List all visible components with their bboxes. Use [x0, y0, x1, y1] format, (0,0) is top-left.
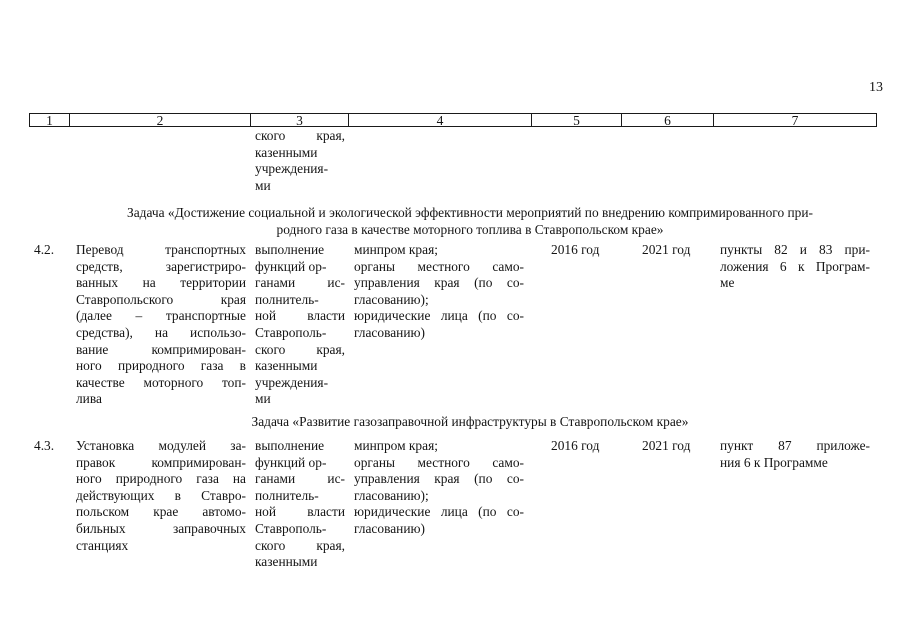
- text-line: ме: [720, 275, 735, 291]
- text-line: гласованию);: [354, 291, 429, 307]
- text-line: станциях: [76, 537, 129, 553]
- column-header-7: 7: [791, 113, 799, 128]
- row-4-2-executor-cell: [255, 242, 345, 408]
- text-line: функций ор-: [255, 258, 327, 274]
- task-heading-line: родного газа в качестве моторного топлива в Ставропольском крае»: [276, 221, 664, 237]
- text-line: функций ор-: [255, 454, 327, 470]
- text-line: Ставропольского края: [76, 291, 246, 307]
- task-heading-line: Задача «Развитие газозаправочной инфраструктуры в Ставропольском крае»: [251, 414, 689, 429]
- column-header-5: 5: [532, 114, 622, 126]
- column-header-4: 4: [349, 114, 532, 126]
- text-line: ского края,: [255, 128, 345, 143]
- text-line: ной власти: [255, 504, 345, 520]
- text-line: выполнение: [255, 438, 325, 453]
- text-line: польском крае автомо-: [76, 504, 246, 520]
- text-line: ния 6 к Программе: [720, 454, 828, 470]
- text-line: правок компримирован-: [76, 454, 246, 470]
- text-line: действующих в Ставро-: [76, 487, 246, 503]
- text-line: казенными: [255, 554, 318, 570]
- text-line: ганами ис-: [255, 471, 345, 487]
- text-line: гласованию): [354, 520, 425, 536]
- text-line: (далее – транспортные: [76, 308, 246, 324]
- text-line: гласованию): [354, 324, 425, 340]
- column-header-2: 2: [70, 114, 251, 126]
- text-line: учреждения-: [255, 374, 329, 390]
- text-line: гласованию);: [354, 487, 429, 503]
- text-line: Установка модулей за-: [76, 438, 246, 453]
- row-4-2-reference-cell: [720, 242, 870, 292]
- row-4-3-reference-cell: [720, 438, 870, 471]
- task-heading-2: [60, 414, 880, 431]
- row-4-3-start-year: 2016 год: [551, 438, 600, 453]
- text-line: казенными: [255, 358, 318, 374]
- text-line: бильных заправочных: [76, 520, 246, 536]
- row-number-4-2: 4.2.: [34, 242, 55, 257]
- task-heading-line: Задача «Достижение социальной и экологической эффективности мероприятий по внедрению компримированного при-: [127, 205, 813, 220]
- column-header-3: 3: [251, 114, 349, 126]
- text-line: управления края (по со-: [354, 471, 524, 487]
- row-4-2-start-year: 2016 год: [551, 242, 600, 257]
- text-line: ного природного газа в: [76, 358, 246, 374]
- text-line: вание компримирован-: [76, 341, 246, 357]
- text-line: ной власти: [255, 308, 345, 324]
- text-line: Перевод транспортных: [76, 242, 246, 257]
- row-4-2-end-year: 2021 год: [642, 242, 691, 257]
- row-4-2-measure-cell: [76, 242, 246, 408]
- text-line: средств, зарегистриро-: [76, 258, 246, 274]
- text-line: выполнение: [255, 242, 325, 257]
- column-header-1: 1: [30, 114, 70, 126]
- carry-over-executor-cell: [255, 128, 345, 194]
- text-line: ного природного газа на: [76, 471, 246, 487]
- text-line: учреждения-: [255, 161, 329, 177]
- text-line: ганами ис-: [255, 275, 345, 291]
- text-line: пункт 87 приложе-: [720, 438, 870, 453]
- text-line: ми: [255, 391, 271, 407]
- text-line: минпром края;: [354, 242, 438, 257]
- text-line: лива: [76, 391, 102, 407]
- text-line: качестве моторного топ-: [76, 374, 246, 390]
- text-line: ложения 6 к Програм-: [720, 258, 870, 274]
- text-line: ского края,: [255, 537, 345, 553]
- text-line: полнитель-: [255, 291, 319, 307]
- text-line: ми: [255, 177, 271, 193]
- row-4-3-executor-cell: [255, 438, 345, 571]
- table-header-row: [29, 113, 877, 127]
- text-line: пункты 82 и 83 при-: [720, 242, 870, 257]
- text-line: полнитель-: [255, 487, 319, 503]
- text-line: ванных на территории: [76, 275, 246, 291]
- text-line: Ставрополь-: [255, 324, 327, 340]
- text-line: юридические лица (по со-: [354, 504, 524, 520]
- text-line: органы местного само-: [354, 454, 524, 470]
- row-4-3-participants-cell: [354, 438, 524, 538]
- text-line: средства), на использо-: [76, 324, 246, 340]
- text-line: управления края (по со-: [354, 275, 524, 291]
- text-line: юридические лица (по со-: [354, 308, 524, 324]
- text-line: казенными: [255, 144, 318, 160]
- text-line: ского края,: [255, 341, 345, 357]
- text-line: минпром края;: [354, 438, 438, 453]
- row-4-3-measure-cell: [76, 438, 246, 554]
- task-heading-1: [60, 205, 880, 238]
- row-number-4-3: 4.3.: [34, 438, 55, 453]
- text-line: Ставрополь-: [255, 520, 327, 536]
- row-4-2-participants-cell: [354, 242, 524, 342]
- row-4-3-end-year: 2021 год: [642, 438, 691, 453]
- text-line: органы местного само-: [354, 258, 524, 274]
- page-number: 13: [869, 80, 883, 95]
- column-header-6: 6: [622, 114, 714, 126]
